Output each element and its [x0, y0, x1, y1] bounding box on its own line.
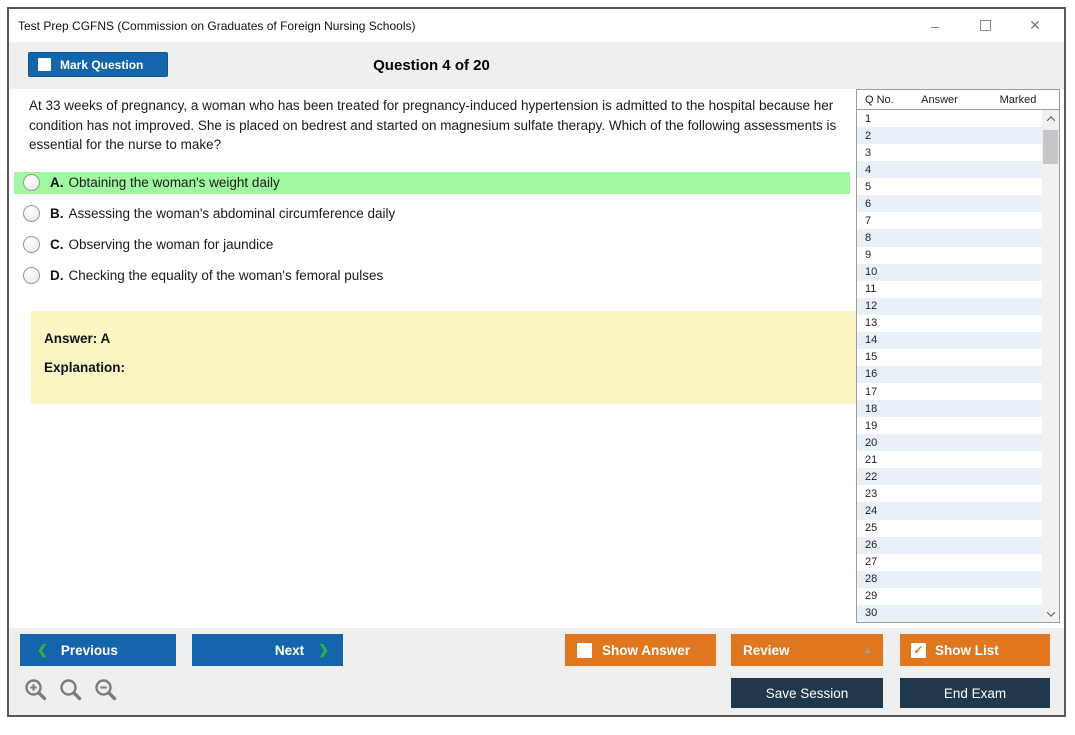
question-list-row[interactable]: [857, 229, 1042, 246]
question-list-row[interactable]: [857, 332, 1042, 349]
option-text: Observing the woman for jaundice: [68, 237, 274, 252]
question-list-cell: 7: [865, 214, 872, 227]
question-list-row[interactable]: [857, 520, 1042, 537]
dropdown-arrow-icon: ▲: [863, 645, 872, 655]
question-list-row[interactable]: [857, 588, 1042, 605]
question-list-cell: 8: [865, 231, 872, 244]
question-list-row[interactable]: [857, 605, 1042, 622]
zoom-toolbar: [22, 676, 120, 704]
title-bar: [9, 9, 1064, 42]
radio-button[interactable]: [23, 174, 40, 191]
question-area: [9, 89, 856, 628]
question-list-row[interactable]: [857, 451, 1042, 468]
question-list-viewport: [857, 110, 1059, 622]
maximize-button[interactable]: [970, 14, 1000, 38]
question-list-cell: 10: [865, 266, 878, 279]
show-answer-button[interactable]: [565, 634, 716, 666]
question-list-cell: 21: [865, 453, 878, 466]
chevron-up-icon: [1046, 116, 1054, 124]
mark-question-label: Mark Question: [60, 57, 144, 72]
question-text: At 33 weeks of pregnancy, a woman who has been treated for pregnancy-induced hypertension is admitted to the hospital because her condition has not improved. She is placed on bedrest and started on magnesium sulfate therapy. Which of the following assessments is essential for the nurse to make?: [29, 98, 837, 152]
checkmark-icon: ✓: [913, 643, 924, 657]
question-list-row[interactable]: [857, 366, 1042, 383]
question-list-cell: 17: [865, 385, 878, 398]
question-list-cell: 22: [865, 470, 878, 483]
option-letter: D.: [50, 268, 64, 283]
option-row-a[interactable]: [14, 172, 850, 194]
save-session-button[interactable]: [731, 678, 883, 708]
main-body: [9, 89, 1064, 628]
question-list-cell: 5: [865, 180, 872, 193]
question-list-cell: 28: [865, 573, 878, 586]
header-bar: [9, 42, 1064, 89]
window-controls: [920, 14, 1050, 38]
window-title: Test Prep CGFNS (Commission on Graduates of Foreign Nursing Schools): [18, 18, 416, 33]
option-letter: B.: [50, 206, 64, 221]
question-list-row[interactable]: [857, 161, 1042, 178]
scroll-down-button[interactable]: [1042, 605, 1059, 622]
option-row-b[interactable]: [14, 203, 850, 225]
question-list-cell: 4: [865, 163, 872, 176]
scrollbar-thumb[interactable]: [1043, 130, 1058, 164]
option-letter: C.: [50, 237, 64, 252]
question-list-cell: 30: [865, 607, 878, 620]
question-list-cell: 9: [865, 249, 872, 262]
zoom-reset-button[interactable]: [57, 676, 85, 704]
question-list-row[interactable]: [857, 485, 1042, 502]
zoom-in-icon: [23, 677, 49, 703]
question-list-row[interactable]: [857, 110, 1042, 127]
question-list-cell: 3: [865, 146, 872, 159]
question-list-cell: 25: [865, 522, 878, 535]
radio-button[interactable]: [23, 267, 40, 284]
answer-panel: [31, 311, 856, 404]
question-list-row[interactable]: [857, 178, 1042, 195]
next-label: Next: [274, 642, 305, 658]
option-text: Assessing the woman's abdominal circumference daily: [68, 206, 396, 221]
column-header-answer: Answer: [921, 93, 958, 106]
option-text: Checking the equality of the woman's femoral pulses: [68, 268, 384, 283]
review-label: Review: [743, 642, 790, 658]
option-row-c[interactable]: [14, 234, 850, 256]
question-list-cell: 13: [865, 317, 878, 330]
app-window: [7, 7, 1066, 717]
question-list-row[interactable]: [857, 434, 1042, 451]
question-list-row[interactable]: [857, 127, 1042, 144]
show-list-label: Show List: [935, 642, 999, 658]
end-exam-label: End Exam: [943, 685, 1007, 701]
options-list: [14, 172, 850, 287]
question-list-scrollbar[interactable]: [1042, 110, 1059, 622]
option-text: Obtaining the woman's weight daily: [68, 175, 280, 190]
column-header-marked: Marked: [999, 93, 1037, 106]
question-list-row[interactable]: [857, 383, 1042, 400]
zoom-in-button[interactable]: [22, 676, 50, 704]
scroll-up-button[interactable]: [1042, 110, 1059, 127]
previous-button[interactable]: [20, 634, 176, 666]
end-exam-button[interactable]: [900, 678, 1050, 708]
review-dropdown-button[interactable]: [731, 634, 883, 666]
footer-bar: [9, 628, 1064, 715]
question-list-cell: 26: [865, 539, 878, 552]
question-list-cell: 24: [865, 504, 878, 517]
question-list-row[interactable]: [857, 400, 1042, 417]
question-list-row[interactable]: [857, 571, 1042, 588]
next-button[interactable]: [192, 634, 343, 666]
question-list-cell: 23: [865, 487, 878, 500]
question-list-cell: 27: [865, 556, 878, 569]
option-row-d[interactable]: [14, 265, 850, 287]
question-list-row[interactable]: [857, 349, 1042, 366]
previous-label: Previous: [60, 642, 118, 658]
minimize-button[interactable]: [920, 14, 950, 38]
question-list-cell: 14: [865, 334, 878, 347]
question-list-row[interactable]: [857, 417, 1042, 434]
column-header-qno: Q No.: [865, 93, 894, 106]
close-icon: ✕: [1029, 17, 1041, 33]
question-list-row[interactable]: [857, 281, 1042, 298]
zoom-out-icon: [93, 677, 119, 703]
question-list-cell: 20: [865, 436, 878, 449]
chevron-left-icon: ❮: [37, 642, 48, 657]
question-list-cell: 19: [865, 419, 878, 432]
question-list-cell: 2: [865, 129, 872, 142]
zoom-out-button[interactable]: [92, 676, 120, 704]
radio-button[interactable]: [23, 205, 40, 222]
question-list-row[interactable]: [857, 315, 1042, 332]
question-list-cell: 29: [865, 590, 878, 603]
radio-button[interactable]: [23, 236, 40, 253]
show-list-checkbox[interactable]: [911, 643, 926, 658]
question-list-cell: 18: [865, 402, 878, 415]
question-list-row[interactable]: [857, 264, 1042, 281]
question-list-row[interactable]: [857, 212, 1042, 229]
question-list-row[interactable]: [857, 298, 1042, 315]
show-answer-label: Show Answer: [602, 642, 691, 658]
option-letter: A.: [50, 175, 64, 190]
save-session-label: Save Session: [765, 685, 849, 701]
show-answer-checkbox[interactable]: [577, 643, 592, 658]
question-list-body: [857, 110, 1042, 622]
question-list: [856, 89, 1060, 623]
question-list-row[interactable]: [857, 502, 1042, 519]
magnifier-icon: [58, 677, 84, 703]
question-list-cell: 12: [865, 300, 878, 313]
maximize-icon: [980, 20, 991, 31]
close-button[interactable]: [1020, 14, 1050, 38]
question-list-row[interactable]: [857, 144, 1042, 161]
answer-label: Answer: A: [44, 330, 111, 346]
question-list-row[interactable]: [857, 468, 1042, 485]
question-list-cell: 15: [865, 351, 878, 364]
question-list-row[interactable]: [857, 195, 1042, 212]
question-list-cell: 11: [865, 283, 877, 296]
show-list-button[interactable]: [900, 634, 1050, 666]
question-list-cell: 6: [865, 197, 872, 210]
chevron-down-icon: [1046, 608, 1054, 616]
minimize-icon: –: [931, 17, 939, 34]
question-list-cell: 16: [865, 368, 878, 381]
question-list-row[interactable]: [857, 554, 1042, 571]
question-list-header: [857, 90, 1059, 110]
explanation-label: Explanation:: [44, 359, 126, 375]
chevron-right-icon: ❯: [318, 642, 329, 657]
question-list-cell: 1: [865, 112, 872, 125]
question-list-row[interactable]: [857, 247, 1042, 264]
question-list-row[interactable]: [857, 537, 1042, 554]
question-counter: Question 4 of 20: [373, 57, 490, 74]
